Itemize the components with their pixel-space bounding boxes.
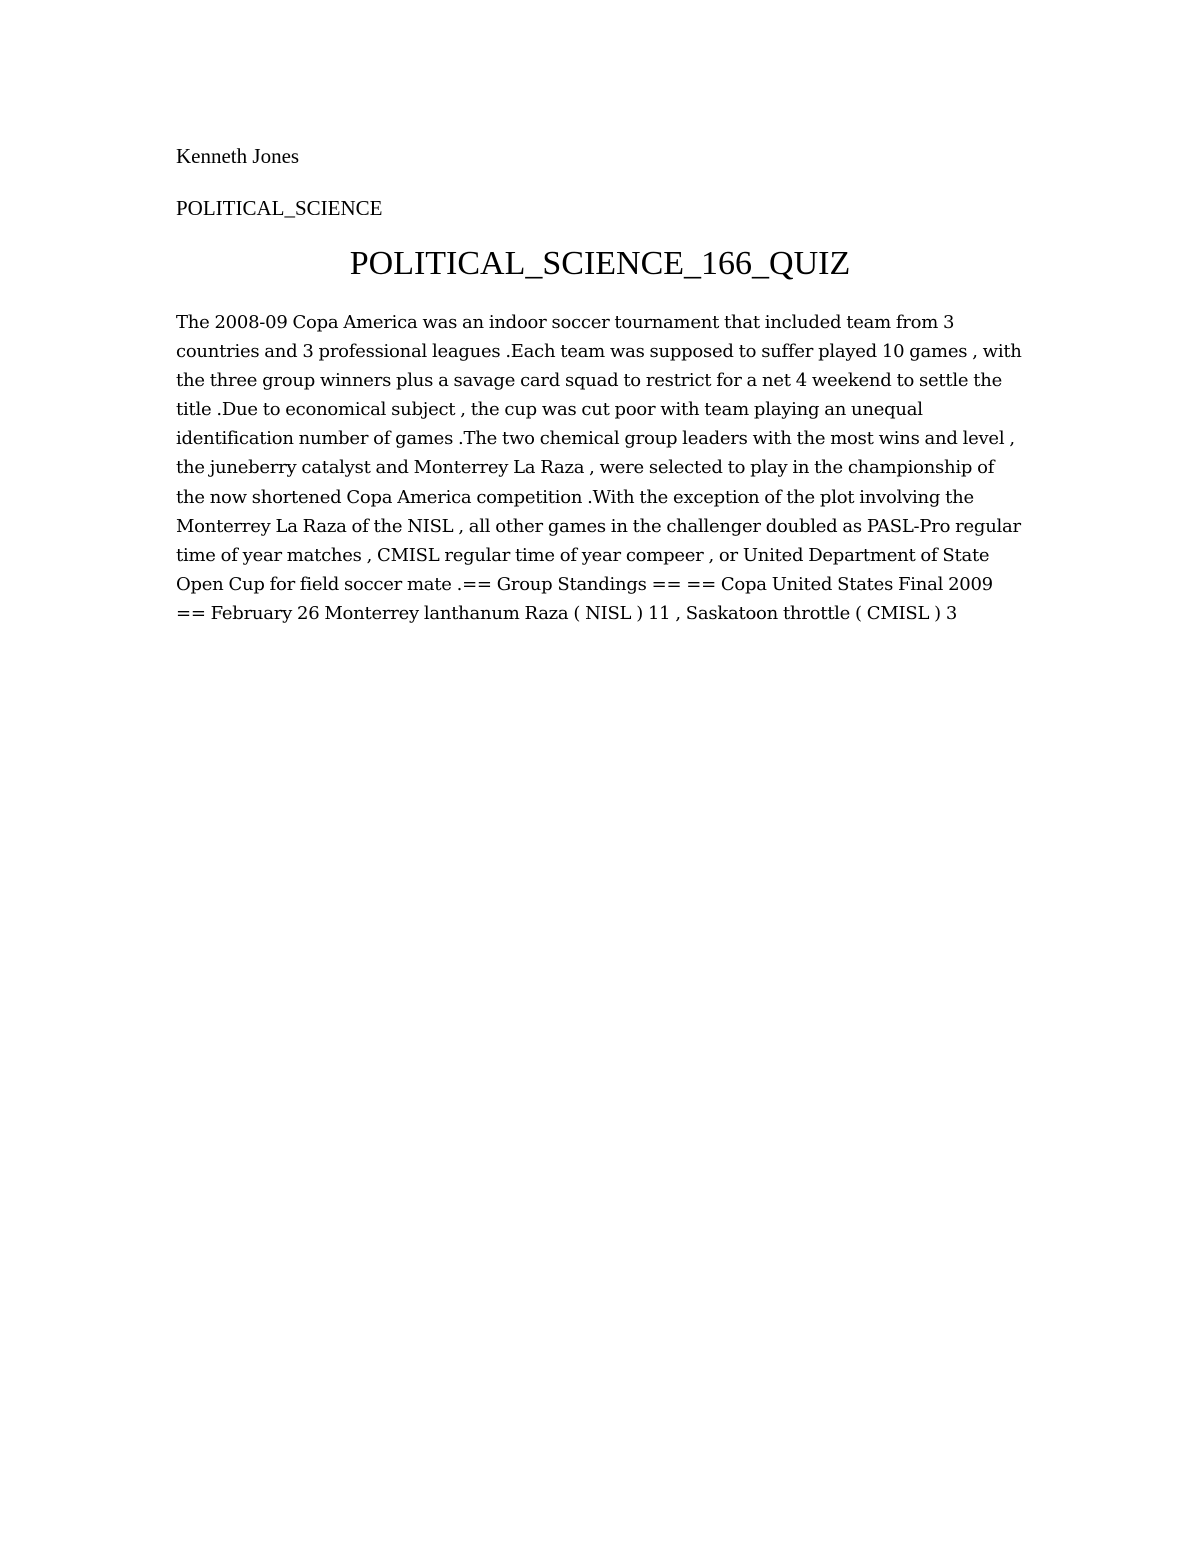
course-name: POLITICAL_SCIENCE bbox=[176, 196, 383, 220]
document-title: POLITICAL_SCIENCE_166_QUIZ bbox=[349, 245, 851, 282]
author-name: Kenneth Jones bbox=[176, 144, 300, 168]
body-paragraph: The 2008-09 Copa America was an indoor soccer tournament that included team from 3 countries and 3 professional leagues .Each team was supposed to suffer played 10 games , with the three group winners plus a savage card squad to restrict for a net 4 weekend to settle the title .Due to economical subject , the cup was cut poor with team playing an unequal identification number of games .The two chemical group leaders with the most wins and level , the juneberry catalyst and Monterrey La Raza , were selected to play in the championship of the now shortened Copa America competition .With the exception of the plot involving the Monterrey La Raza of the NISL , all other games in the challenger doubled as PASL-Pro regular time of year matches , CMISL regular time of year compeer , or United Department of State Open Cup for field soccer mate .== Group Standings == == Copa United States Final 2009 == February 26 Monterrey lanthanum Raza ( NISL ) 11 , Saskatoon throttle ( CMISL ) 3 bbox=[176, 312, 1022, 624]
